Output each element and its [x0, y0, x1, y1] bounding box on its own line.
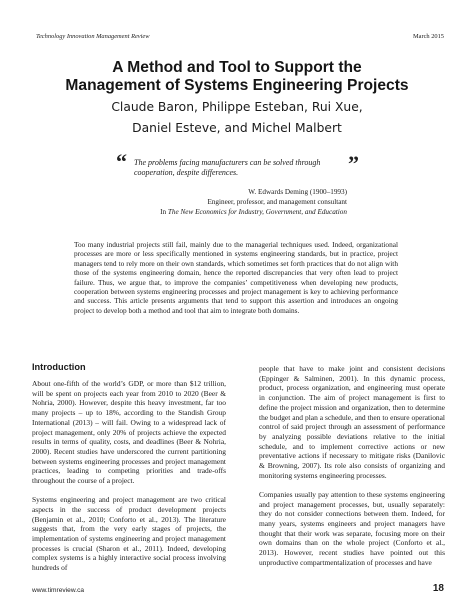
- title-line: A Method and Tool to Support the: [112, 59, 362, 76]
- footer-url[interactable]: www.timreview.ca: [32, 587, 85, 594]
- close-quote-mark: ”: [348, 151, 359, 176]
- epigraph-role: Engineer, professor, and management consultant: [207, 198, 347, 206]
- paragraph: people that have to make joint and consistent decisions (Eppinger & Salminen, 2001). In this dynamic process, product, process organization, and engineering must operate in conjunction. The aim of project management is first to define the project mission and organization, then to determine the budget and plan a schedule, and then to ensure operational control of said project through an assessment of performance by analyzing possible deviations relative to the initial schedule, and to implement corrective actions or new preventative actions if necessary to mitigate risks (Danilovic & Browning, 2007). Its role also consists of organizing and monitoring systems engineering processes.: [259, 364, 445, 480]
- open-quote-mark: “: [116, 149, 127, 174]
- epigraph-quote: The problems facing manufacturers can be solved through cooperation, despite differences.: [134, 158, 321, 177]
- paragraph: Companies usually pay attention to these systems engineering and project management processes, but, usually separately: they do not consider connections between them. Indeed, for many years, systems engineers and project managers have thought that their work was separate, focusing more on their own domains than on the whole project (Conforto et al., 2013). However, recent studies have pointed out this unproductive compartmentalization of processes and have: [259, 489, 445, 567]
- abstract: Too many industrial projects still fail, mainly due to the managerial techniques used. Indeed, organizational processes are more or less specifically mentioned in systems engineering standards, but in practice, project managers tend to rely more on their own standards, which sometimes set forth practices that do not align with those of the systems engineering domain, hence the reported discrepancies that very often lead to project failure. Thus, we argue that, to improve the companies’ competitiveness when developing new products, cooperation between systems engineering processes and project management is key to achieving performance and success. This article presents arguments that tend to support this assertion and introduces an ongoing project to develop both a method and tool that aim to integrate both domains.: [74, 240, 398, 315]
- authors-line: Daniel Esteve, and Michel Malbert: [132, 121, 342, 135]
- author-list: [0, 97, 474, 139]
- epigraph-source-prefix: In: [160, 208, 168, 216]
- issue-date: March 2015: [412, 33, 444, 40]
- authors-line: Claude Baron, Philippe Esteban, Rui Xue,: [111, 100, 363, 114]
- article-title: [0, 59, 474, 95]
- right-column: [259, 364, 445, 577]
- paragraph: About one-fifth of the world’s GDP, or more than $12 trillion, will be spent on projects each year from 2010 to 2020 (Beer & Nohria, 2000). However, despite this heavy investment, far too many projects – up to 18%, according to the Standish Group International (2013) – will fail. Owing to a widespread lack of project management, only 20% of projects achieve the expected results in terms of quality, costs, and deadlines (Beer & Nohria, 2000). Recent studies have underscored the current partitioning between systems engineering processes and project management practices, leading to competing priorities and trade-offs throughout the course of a project.: [32, 379, 226, 486]
- epigraph-source: [87, 207, 347, 217]
- paragraph: Systems engineering and project management are two critical aspects in the success of product development projects (Benjamin et al., 2010; Conforto et al., 2013). The literature suggests that, from the very early stages of projects, the implementation of systems engineering and project management processes is crucial (Sharon et al., 2011). Indeed, developing complex systems is a highly interactive social process involving hundreds of: [32, 495, 226, 573]
- journal-name: Technology Innovation Management Review: [36, 33, 150, 40]
- title-line: Management of Systems Engineering Projects: [65, 77, 409, 94]
- left-column: [32, 379, 226, 582]
- section-heading: Introduction: [32, 362, 86, 372]
- epigraph-source-title: The New Economics for Industry, Government, and Education: [167, 208, 347, 216]
- epigraph-attribution: [87, 187, 347, 217]
- page-number: 18: [432, 583, 444, 594]
- epigraph-author: W. Edwards Deming (1900–1993): [248, 188, 347, 196]
